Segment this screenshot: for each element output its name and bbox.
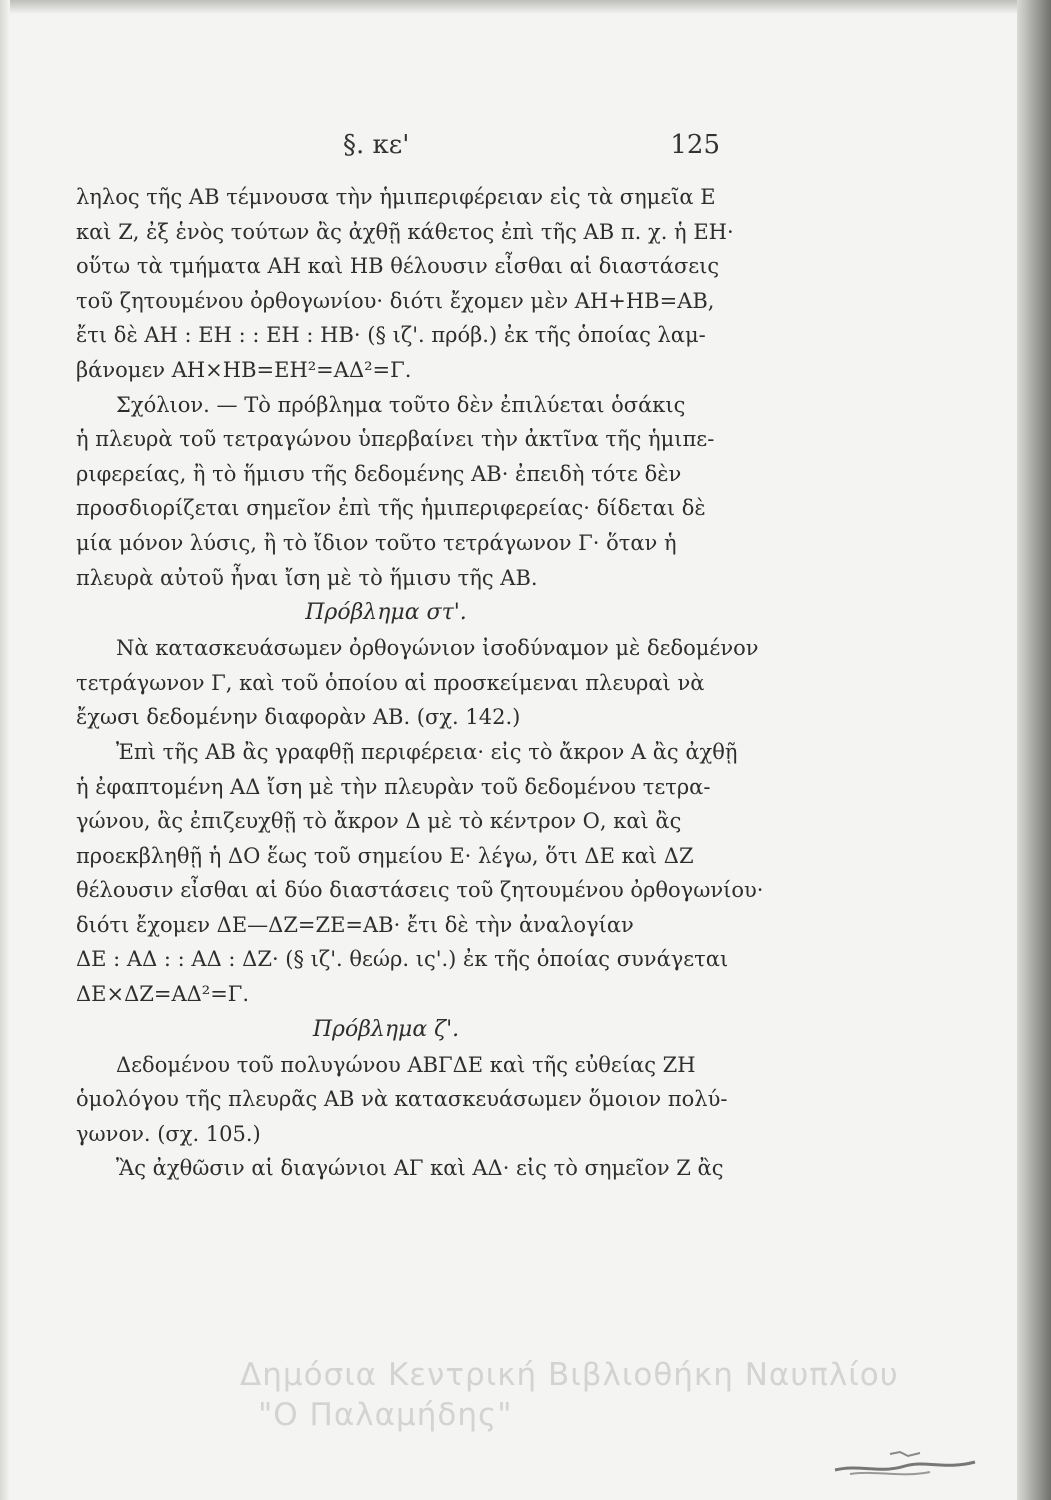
text-line: Ἐπὶ τῆς ΑΒ ἂς γραφθῇ περιφέρεια· εἰς τὸ ἄκρον Α ἂς ἀχθῇ <box>116 739 738 764</box>
watermark-line-1: Δημόσια Κεντρική Βιβλιοθήκη Ναυπλίου <box>240 1357 899 1393</box>
text-line: ριφερείας, ἢ τὸ ἥμισυ τῆς δεδομένης ΑΒ· ἐπειδὴ τότε δὲν <box>76 461 682 486</box>
text-line: ἔτι δὲ ΑΗ : ΕΗ : : ΕΗ : ΗΒ· (§ ιζ'. πρόβ.) ἐκ τῆς ὁποίας λαμ- <box>76 323 706 348</box>
watermark-line-2: "Ο Παλαμήδης" <box>258 1397 513 1433</box>
printer-ornament-icon <box>830 1440 980 1480</box>
text-line: γωνον. (σχ. 105.) <box>76 1121 261 1146</box>
text-line: προσδιορίζεται σημεῖον ἐπὶ τῆς ἡμιπεριφερείας· δίδεται δὲ <box>76 496 706 521</box>
text-line: πλευρὰ αὐτοῦ ἦναι ἴση μὲ τὸ ἥμισυ τῆς ΑΒ. <box>76 565 538 590</box>
text-line: οὕτω τὰ τμήματα ΑΗ καὶ ΗΒ θέλουσιν εἶσθαι αἱ διαστάσεις <box>76 254 720 279</box>
text-line: ληλος τῆς ΑΒ τέμνουσα τὴν ἡμιπεριφέρειαν εἰς τὰ σημεῖα Ε <box>76 185 716 209</box>
scholion-line: Σχόλιον. — Τὸ πρόβλημα τοῦτο δὲν ἐπιλύεται ὁσάκις <box>116 392 686 417</box>
text-line: γώνου, ἂς ἐπιζευχθῇ τὸ ἄκρον Δ μὲ τὸ κέντρον Ο, καὶ ἂς <box>76 809 682 834</box>
page-left-shadow <box>0 0 10 1500</box>
text-line: διότι ἔχομεν ΔΕ—ΔΖ=ΖΕ=ΑΒ· ἔτι δὲ τὴν ἀναλογίαν <box>76 912 634 937</box>
text-line: ΔΕ×ΔΖ=ΑΔ²=Γ. <box>76 982 250 1007</box>
text-line: ἡ ἐφαπτομένη ΑΔ ἴση μὲ τὴν πλευρὰν τοῦ δεδομένου τετρα- <box>76 774 711 799</box>
text-line: ἔχωσι δεδομένην διαφορὰν ΑΒ. (σχ. 142.) <box>76 705 521 730</box>
problem-heading-7: Πρόβλημα ζ'. <box>312 1016 460 1042</box>
text-line: μία μόνον λύσις, ἢ τὸ ἴδιον τοῦτο τετράγωνον Γ· ὅταν ἡ <box>76 530 677 555</box>
text-line: προεκβληθῇ ἡ ΔΟ ἕως τοῦ σημείου Ε· λέγω, ὅτι ΔΕ καὶ ΔΖ <box>76 843 694 868</box>
text-line: καὶ Ζ, ἐξ ἑνὸς τούτων ἂς ἀχθῇ κάθετος ἐπὶ τῆς ΑΒ π. χ. ἡ ΕΗ· <box>76 219 734 244</box>
section-mark: §. κε' <box>343 130 410 160</box>
page-binding-edge <box>1017 0 1051 1500</box>
text-line: ἡ πλευρὰ τοῦ τετραγώνου ὑπερβαίνει τὴν ἀκτῖνα τῆς ἡμιπε- <box>76 427 715 452</box>
running-header <box>240 130 720 170</box>
problem-heading-6: Πρόβλημα στ'. <box>305 600 467 626</box>
library-watermark <box>240 1355 1000 1435</box>
page-number: 125 <box>670 130 720 160</box>
text-line: Δεδομένου τοῦ πολυγώνου ΑΒΓΔΕ καὶ τῆς εὐθείας ΖΗ <box>116 1052 696 1077</box>
text-line: Νὰ κατασκευάσωμεν ὀρθογώνιον ἰσοδύναμον μὲ δεδομένον <box>116 636 759 661</box>
page-top-shadow <box>0 0 1051 14</box>
text-line: Ἂς ἀχθῶσιν αἱ διαγώνιοι ΑΓ καὶ ΑΔ· εἰς τὸ σημεῖον Ζ ἂς <box>116 1156 724 1181</box>
text-line: ὁμολόγου τῆς πλευρᾶς ΑΒ νὰ κατασκευάσωμεν ὅμοιον πολύ- <box>76 1087 728 1112</box>
text-line: θέλουσιν εἶσθαι αἱ δύο διαστάσεις τοῦ ζητουμένου ὀρθογωνίου· <box>76 878 764 903</box>
text-line: τοῦ ζητουμένου ὀρθογωνίου· διότι ἔχομεν μὲν ΑΗ+ΗΒ=ΑΒ, <box>76 288 715 313</box>
text-line: τετράγωνον Γ, καὶ τοῦ ὁποίου αἱ προσκείμεναι πλευραὶ νὰ <box>76 670 705 695</box>
text-line: ΔΕ : ΑΔ : : ΑΔ : ΔΖ· (§ ιζ'. θεώρ. ις'.) ἐκ τῆς ὁποίας συνάγεται <box>76 947 729 972</box>
text-line: βάνομεν ΑΗ×ΗΒ=ΕΗ²=ΑΔ²=Γ. <box>76 357 412 382</box>
body-text <box>76 180 764 1186</box>
